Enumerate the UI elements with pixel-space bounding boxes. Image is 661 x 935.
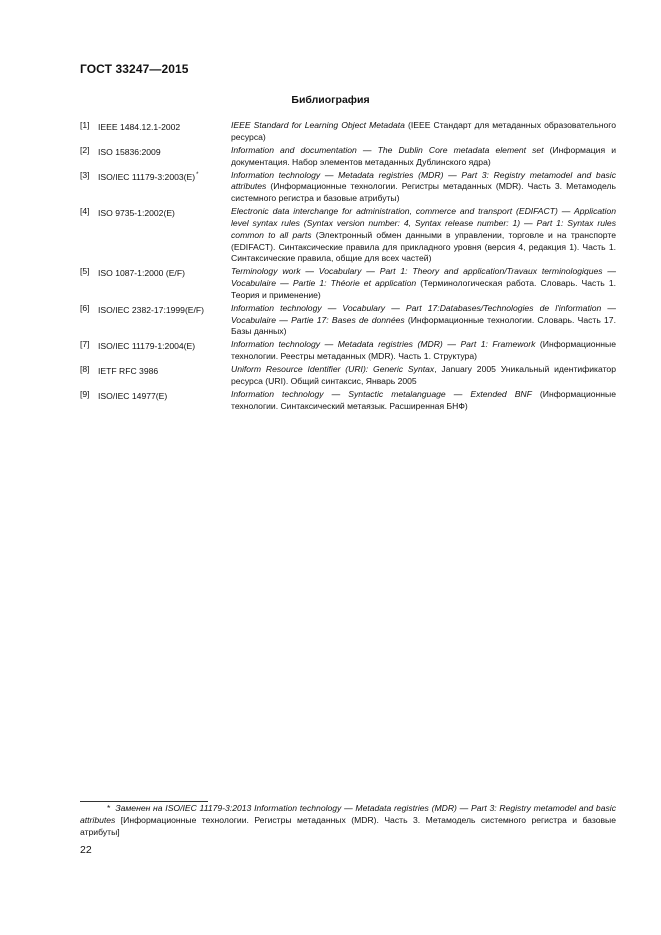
- bibliography-entry: [80, 339, 616, 363]
- entry-description: [231, 170, 616, 205]
- bibliography-entry: [80, 206, 616, 265]
- footnote-marker: *: [196, 171, 199, 178]
- entry-title: Information technology — Vocabulary — Part 17:Databases/Technologies de l'information — Vocabulaire — Partie 17: Bases de données: [231, 302, 616, 325]
- entry-description: [231, 206, 616, 265]
- entry-code: ISO/IEC 2382-17:1999(E/F): [98, 304, 205, 315]
- entry-code: ISO 15836:2009: [98, 146, 161, 157]
- standard-code-header: ГОСТ 33247—2015: [80, 62, 189, 76]
- footnote-marker: *: [107, 803, 111, 813]
- entry-number: [4]: [80, 206, 90, 217]
- entry-number: [2]: [80, 144, 90, 155]
- entry-note: (Информационные технологии. Реестры метаданных (MDR). Часть 1. Структура): [231, 339, 616, 362]
- entry-number: [8]: [80, 364, 90, 375]
- entry-number: [7]: [80, 339, 90, 350]
- entry-title: IEEE Standard for Learning Object Metadata: [231, 120, 405, 130]
- entry-code: ISO/IEC 11179-3:2003(E)*: [98, 171, 199, 182]
- bibliography-entry: [80, 266, 616, 301]
- entry-description: [231, 120, 616, 144]
- entry-code: ISO 9735-1:2002(E): [98, 208, 175, 219]
- bibliography-entry: [80, 120, 616, 144]
- entry-description: [231, 339, 616, 363]
- entry-code: ISO 1087-1:2000 (E/F): [98, 268, 185, 279]
- entry-number: [3]: [80, 169, 90, 180]
- entry-description: [231, 389, 616, 413]
- entry-number: [1]: [80, 120, 90, 130]
- entry-description: [231, 266, 616, 301]
- entry-description: [231, 303, 616, 338]
- entry-code: ISO/IEC 14977(E): [98, 391, 168, 402]
- footnote-note: [Информационные технологии. Регистры метаданных (MDR). Часть 3. Метамодель системного регистра и базовые атрибуты]: [80, 814, 616, 837]
- bibliography-heading: Библиография: [291, 94, 370, 106]
- entry-title: Uniform Resource Identifier (URI): Generic Syntax: [231, 364, 435, 375]
- entry-description: [231, 145, 616, 169]
- entry-note: (IEEE Стандарт для метаданных образовательного ресурса): [231, 120, 616, 142]
- footnote-divider: [80, 801, 208, 802]
- entry-note: (Информация и документация. Набор элементов метаданных Дублинского ядра): [231, 144, 616, 167]
- entry-title: Electronic data interchange for administration, commerce and transport (EDIFACT) — Application level syntax rules (Syntax version number: 4, Syntax release number: 1) — Part 1: Syntax rules common to all parts: [231, 206, 616, 240]
- footnote-title: Заменен на ISO/IEC 11179-3:2013 Information technology — Metadata registries (MDR) — Part 3: Registry metamodel and basic attributes: [80, 803, 616, 825]
- entry-code: IETF RFC 3986: [98, 366, 159, 377]
- entry-note: (Информационные технологии. Регистры метаданных (MDR). Часть 3. Метамодель системного регистра и базовые атрибуты): [231, 181, 616, 204]
- entry-note: (Информационные технологии. Синтаксический метаязык. Расширенная БНФ): [231, 389, 616, 411]
- footnote: [80, 803, 616, 838]
- page-number: 22: [80, 844, 92, 856]
- entry-code: ISO/IEC 11179-1:2004(E): [98, 341, 196, 352]
- entry-title: Information technology — Syntactic metalanguage — Extended BNF: [231, 389, 532, 400]
- entry-number: [6]: [80, 302, 90, 313]
- entry-note: (Терминологическая работа. Словарь. Часть 1. Теория и применение): [231, 278, 616, 300]
- bibliography-entry: [80, 145, 616, 169]
- entry-title: Information technology — Metadata registries (MDR) — Part 3: Registry metamodel and basic attributes: [231, 169, 616, 192]
- entry-title: Terminology work — Vocabulary — Part 1: Theory and application/Travaux terminologiques — Vocabulaire — Partie 1: Théorie et application: [231, 266, 616, 289]
- bibliography-entry: [80, 389, 616, 413]
- entry-number: [9]: [80, 389, 90, 400]
- entry-title: Information technology — Metadata registries (MDR) — Part 1: Framework: [231, 339, 536, 350]
- bibliography-entry: [80, 303, 616, 338]
- entry-code: IEEE 1484.12.1-2002: [98, 122, 181, 132]
- entry-note: , January 2005 Уникальный идентификатор ресурса (URI). Общий синтаксис, Январь 2005: [231, 364, 616, 387]
- entry-note: (Электронный обмен данными в управлении, торговле и на транспорте (EDIFACT). Синтаксические правила для прикладного уровня (версия 4, редакция 1). Часть 1. Синтаксические правила, общие для всех частей): [231, 229, 616, 264]
- entry-description: [231, 364, 616, 388]
- entry-title: Information and documentation — The Dublin Core metadata element set: [231, 144, 544, 155]
- entry-note: (Информационные технологии. Словарь. Часть 17. Базы данных): [231, 314, 616, 337]
- bibliography-entry: [80, 364, 616, 388]
- bibliography-entry: [80, 170, 616, 205]
- entry-number: [5]: [80, 266, 90, 277]
- bibliography-list: [80, 120, 616, 414]
